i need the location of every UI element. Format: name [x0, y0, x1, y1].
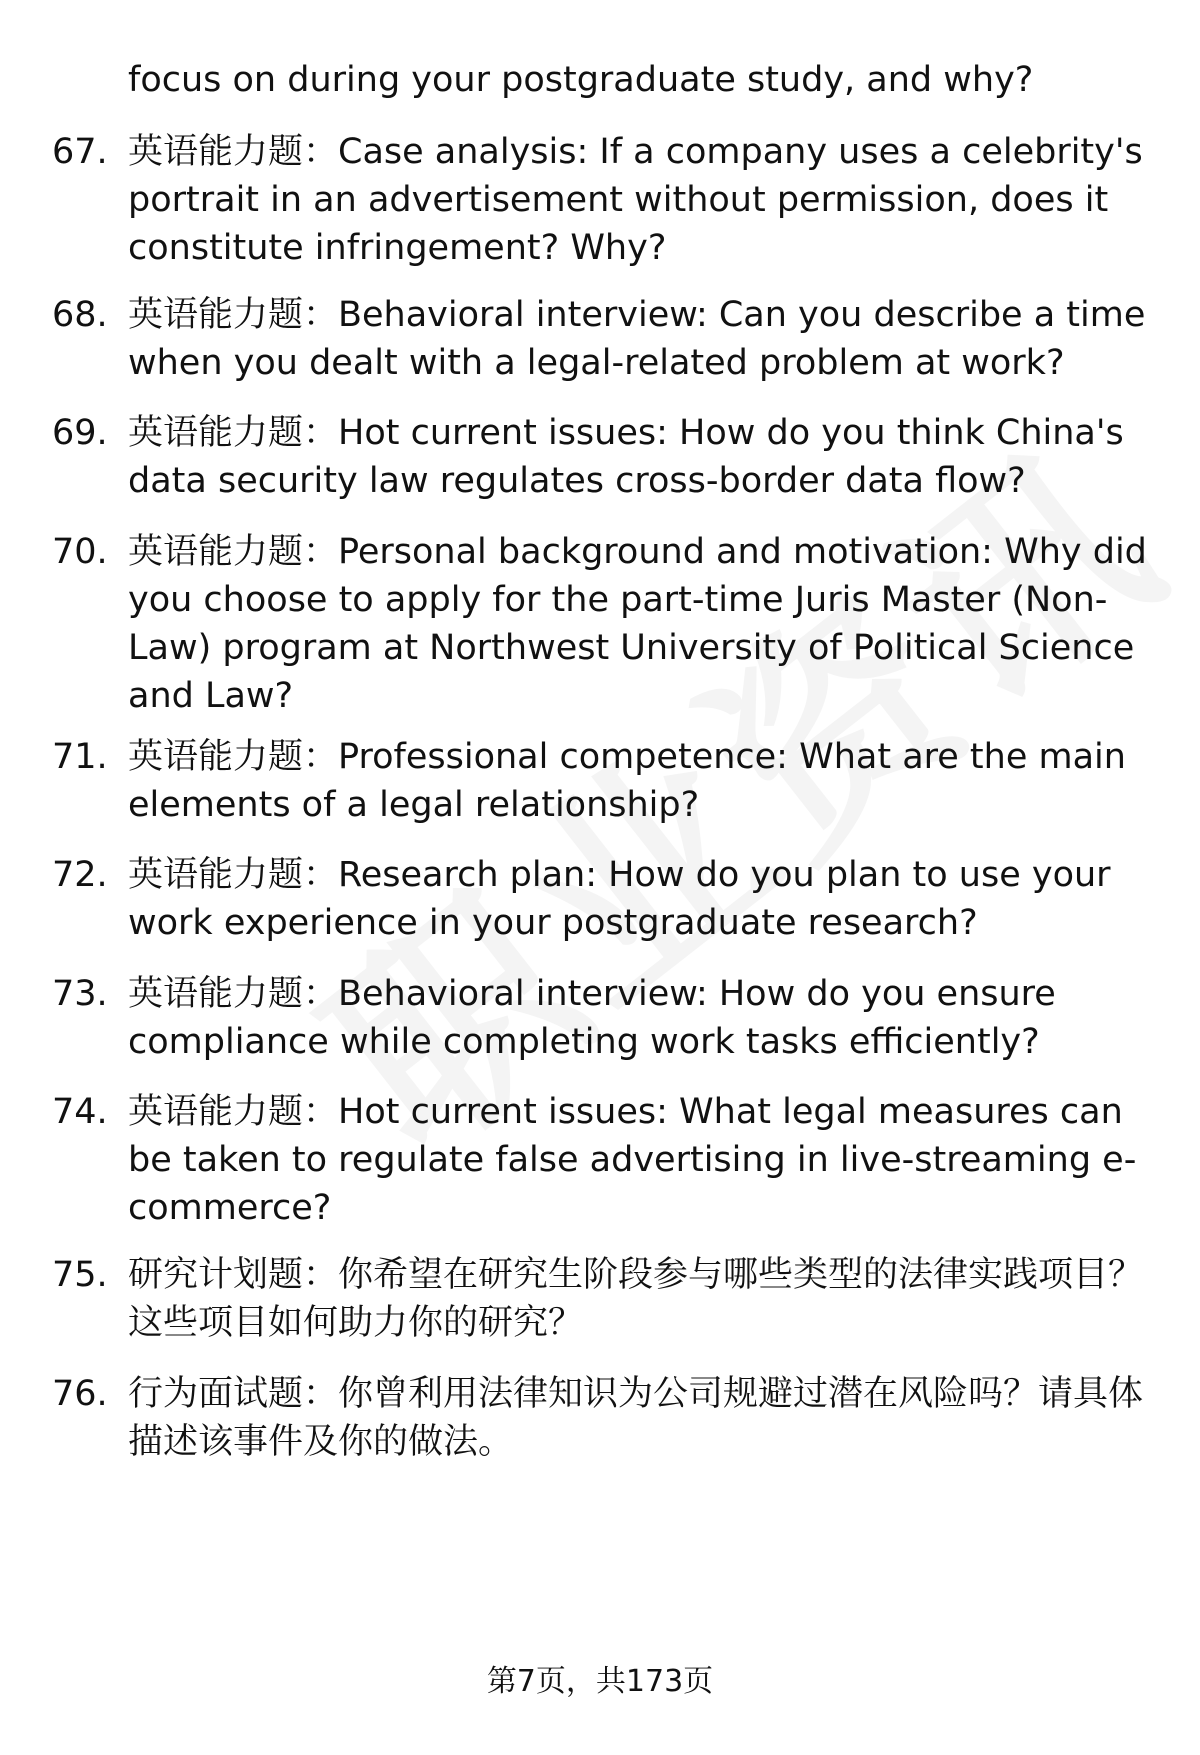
question-text: 英语能力题：Hot current issues: How do you think China's data security law regulates cross-border data flow? [128, 413, 1124, 501]
question-number: 69. [52, 413, 108, 453]
question-number: 68. [52, 295, 108, 335]
question-text: 英语能力题：Personal background and motivation: Why did you choose to apply for the part-time Juris Master (Non-Law) program at Northwest University of Political Science and Law? [128, 532, 1147, 716]
question-number: 71. [52, 737, 108, 777]
question-text: 英语能力题：Professional competence: What are the main elements of a legal relationship? [128, 737, 1126, 825]
question-text: 英语能力题：Research plan: How do you plan to use your work experience in your postgraduate research? [128, 855, 1111, 943]
lead-continuation-text: focus on during your postgraduate study, and why? [128, 60, 1034, 100]
page-footer: 第7页，共173页 [486, 1664, 714, 1699]
question-number: 70. [52, 532, 108, 572]
question-text: 行为面试题：你曾利用法律知识为公司规避过潜在风险吗？请具体描述该事件及你的做法。 [128, 1374, 1144, 1462]
question-number: 74. [52, 1092, 108, 1132]
question-text: 研究计划题：你希望在研究生阶段参与哪些类型的法律实践项目？这些项目如何助力你的研究？ [128, 1255, 1144, 1343]
question-number: 75. [52, 1255, 108, 1295]
question-text: 英语能力题：Behavioral interview: How do you ensure compliance while completing work tasks efficiently? [128, 974, 1056, 1062]
question-text: 英语能力题：Case analysis: If a company uses a celebrity's portrait in an advertisement without permission, does it constitute infringement? Why? [128, 132, 1143, 268]
question-text: 英语能力题：Behavioral interview: Can you describe a time when you dealt with a legal-related problem at work? [128, 295, 1146, 383]
question-text: 英语能力题：Hot current issues: What legal measures can be taken to regulate false advertising in live-streaming e-commerce? [128, 1092, 1137, 1228]
question-number: 73. [52, 974, 108, 1014]
question-number: 67. [52, 132, 108, 172]
question-number: 76. [52, 1374, 108, 1414]
question-number: 72. [52, 855, 108, 895]
